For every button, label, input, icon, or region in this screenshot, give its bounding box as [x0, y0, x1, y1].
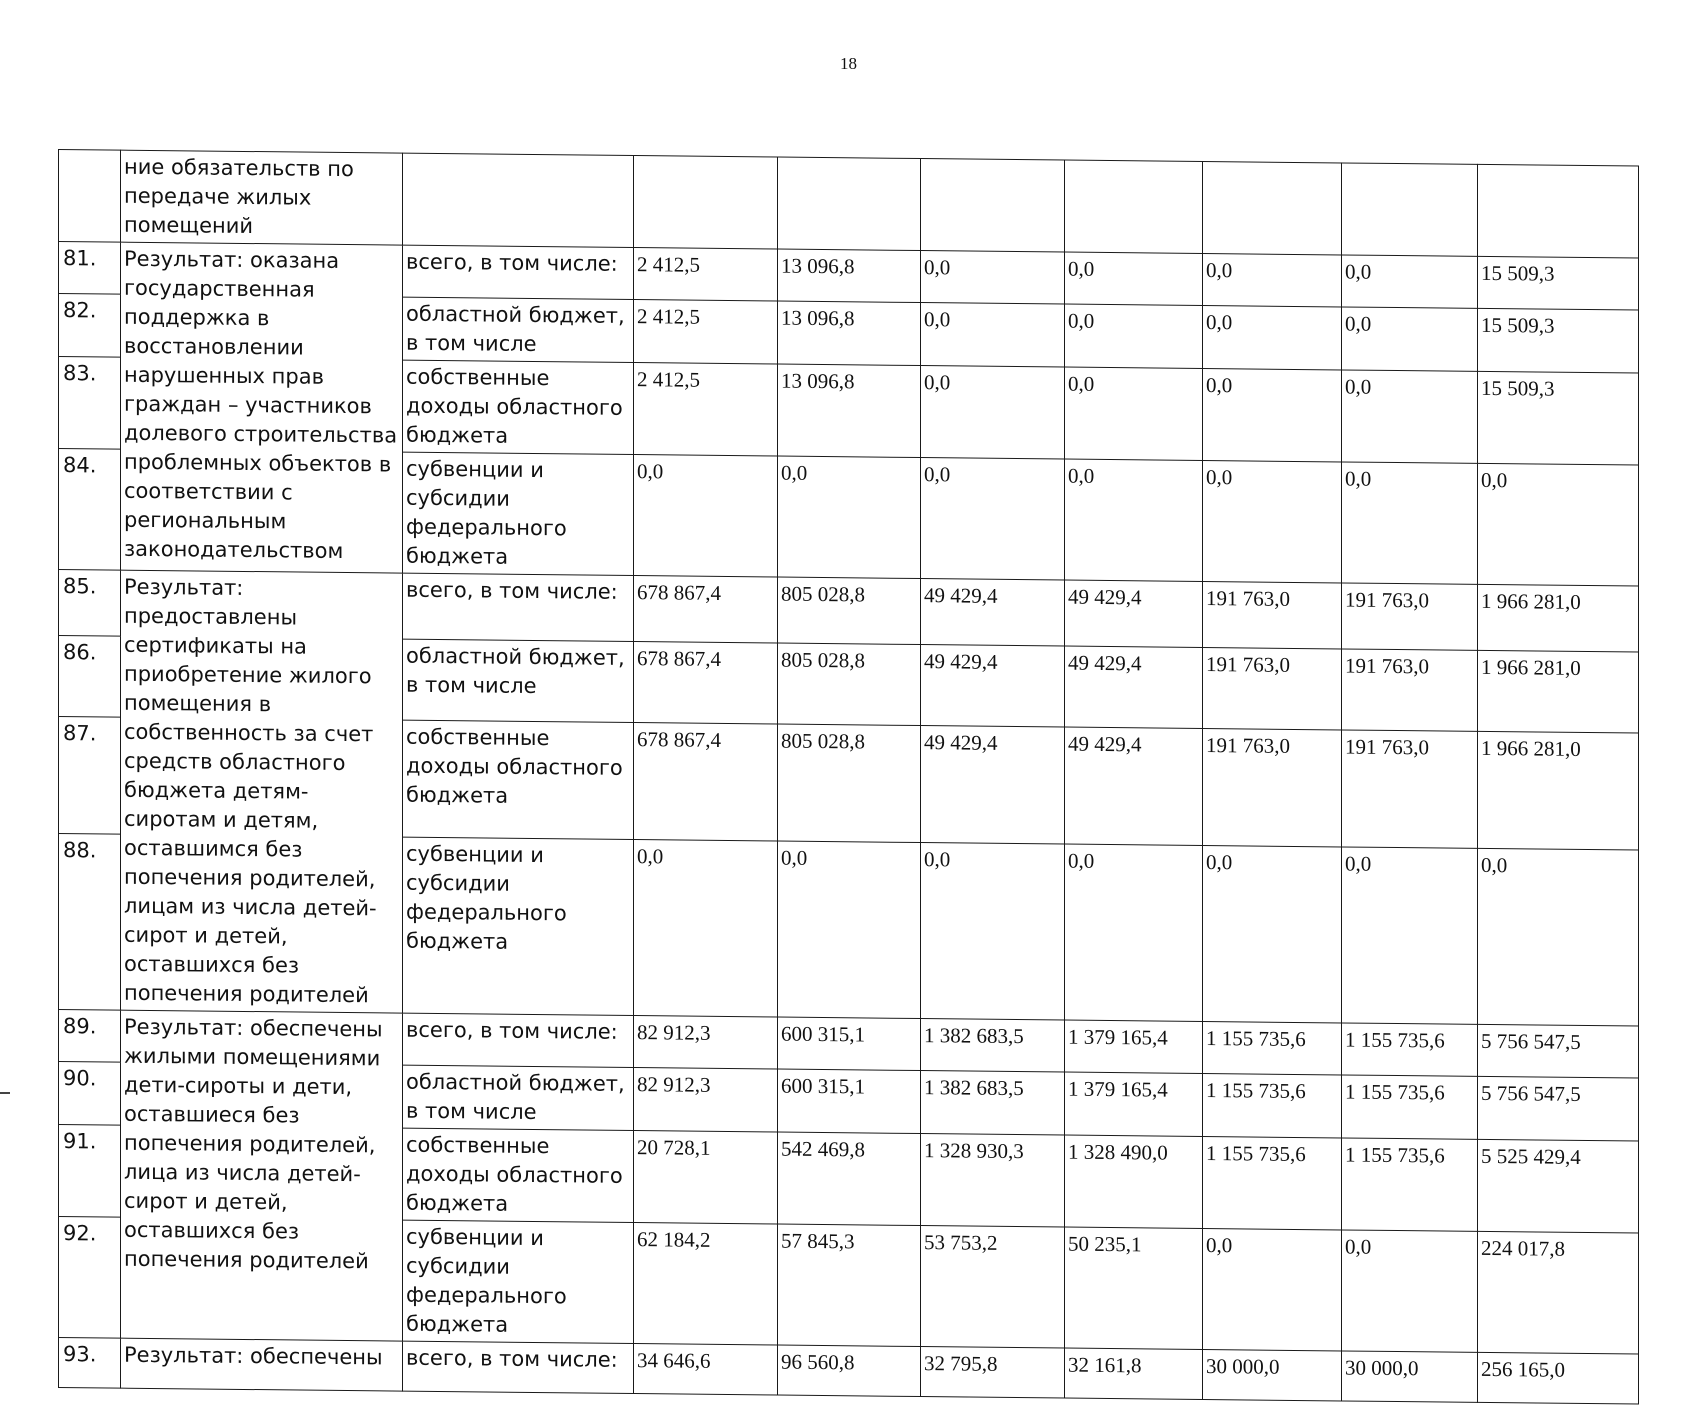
value-cell: 1 328 490,0 — [1065, 1135, 1203, 1228]
value-cell: 191 763,0 — [1203, 648, 1342, 730]
value-cell: 191 763,0 — [1203, 728, 1342, 847]
funding-source-cell: собственные доходы областного бюджета — [403, 1128, 634, 1222]
total-value-cell: 256 165,0 — [1478, 1352, 1639, 1404]
value-cell: 96 560,8 — [778, 1345, 921, 1396]
value-cell: 0,0 — [1342, 462, 1478, 584]
funding-source-cell: субвенции и субсидии федерального бюджета — [403, 837, 634, 1015]
value-cell: 2 412,5 — [634, 300, 778, 365]
value-cell: 0,0 — [1342, 307, 1478, 371]
row-number-cell: 93. — [59, 1338, 121, 1389]
total-value-cell: 1 966 281,0 — [1478, 584, 1639, 652]
value-cell: 1 155 735,6 — [1342, 1138, 1478, 1231]
value-cell: 49 429,4 — [921, 725, 1065, 844]
value-cell: 82 912,3 — [634, 1016, 778, 1070]
value-cell: 678 867,4 — [634, 642, 778, 724]
value-cell: 191 763,0 — [1342, 730, 1478, 849]
scan-mark — [0, 1092, 10, 1094]
value-cell: 49 429,4 — [1065, 646, 1203, 728]
funding-source-cell: областной бюджет, в том числе — [403, 297, 634, 362]
value-cell: 0,0 — [921, 251, 1065, 305]
value-cell: 0,0 — [634, 840, 778, 1018]
funding-source-cell: субвенции и субсидии федерального бюджета — [403, 1220, 634, 1343]
table-body — [59, 150, 1639, 1405]
value-cell: 0,0 — [778, 841, 921, 1019]
value-cell: 191 763,0 — [1342, 649, 1478, 731]
value-cell: 1 328 930,3 — [921, 1134, 1065, 1228]
value-cell: 30 000,0 — [1203, 1349, 1342, 1400]
value-cell: 57 845,3 — [778, 1224, 921, 1346]
value-cell: 0,0 — [1342, 1230, 1478, 1352]
funding-source-cell: всего, в том числе: — [403, 573, 634, 642]
value-cell: 62 184,2 — [634, 1223, 778, 1346]
value-cell: 49 429,4 — [1065, 580, 1203, 648]
row-number-cell: 86. — [59, 636, 121, 717]
value-cell: 0,0 — [1203, 1228, 1342, 1350]
value-cell: 1 379 165,4 — [1065, 1020, 1203, 1073]
value-cell: 0,0 — [1065, 459, 1203, 581]
row-number-cell: 84. — [59, 449, 121, 571]
value-cell: 13 096,8 — [778, 249, 921, 302]
value-cell — [921, 159, 1065, 253]
total-value-cell: 1 966 281,0 — [1478, 651, 1639, 733]
value-cell: 82 912,3 — [634, 1068, 778, 1133]
row-number-cell: 87. — [59, 716, 121, 834]
row-number-cell: 91. — [59, 1125, 121, 1218]
total-value-cell: 0,0 — [1478, 848, 1639, 1026]
value-cell: 0,0 — [1342, 255, 1478, 308]
value-cell: 542 469,8 — [778, 1132, 921, 1225]
value-cell: 13 096,8 — [778, 301, 921, 365]
value-cell: 0,0 — [778, 456, 921, 578]
value-cell: 13 096,8 — [778, 364, 921, 457]
row-number-cell: 90. — [59, 1062, 121, 1126]
value-cell: 49 429,4 — [1065, 727, 1203, 846]
value-cell: 32 795,8 — [921, 1347, 1065, 1399]
funding-source-cell: собственные доходы областного бюджета — [403, 720, 634, 840]
budget-table — [58, 149, 1639, 1405]
row-number-cell: 81. — [59, 242, 121, 295]
value-cell: 1 382 683,5 — [921, 1071, 1065, 1136]
row-number-cell: 85. — [59, 570, 121, 637]
total-value-cell: 5 756 547,5 — [1478, 1076, 1639, 1141]
value-cell — [1065, 160, 1203, 253]
value-cell: 1 155 735,6 — [1203, 1136, 1342, 1229]
value-cell — [1478, 164, 1639, 258]
value-cell: 678 867,4 — [634, 722, 778, 841]
funding-source-cell: субвенции и субсидии федерального бюджета — [403, 452, 634, 575]
table-row-continuation — [59, 150, 1639, 259]
value-cell: 20 728,1 — [634, 1131, 778, 1225]
row-number-cell — [59, 150, 121, 243]
row-number-cell: 83. — [59, 357, 121, 450]
value-cell: 1 155 735,6 — [1203, 1021, 1342, 1074]
value-cell: 0,0 — [1203, 460, 1342, 582]
row-number-cell: 82. — [59, 294, 121, 358]
value-cell: 30 000,0 — [1342, 1351, 1478, 1402]
description-cell: Результат: обеспечены жилыми помещениями дети-сироты и дети, оставшиеся без попечения родителей, лица из числа детей-сирот и детей, оставшихся без попечения родителей — [121, 1010, 403, 1341]
value-cell: 34 646,6 — [634, 1344, 778, 1396]
funding-source-cell: собственные доходы областного бюджета — [403, 360, 634, 454]
funding-source-cell: областной бюджет, в том числе — [403, 1065, 634, 1130]
description-cell: Результат: предоставлены сертификаты на приобретение жилого помещения в собственность за счет средств областного бюджета детям-сиротам и детям, оставшимся без попечения родителей, лицам из числа детей-сирот и детей, оставшихся без попечения родителей — [121, 570, 403, 1013]
value-cell: 32 161,8 — [1065, 1348, 1203, 1399]
value-cell: 49 429,4 — [921, 645, 1065, 727]
value-cell: 805 028,8 — [778, 577, 921, 645]
page-number: 18 — [840, 54, 857, 73]
value-cell: 1 379 165,4 — [1065, 1072, 1203, 1136]
value-cell: 0,0 — [1203, 845, 1342, 1022]
description-cell: Результат: оказана государственная поддержка в восстановлении нарушенных прав граждан – участников долевого строительства проблемных объектов в соответствии с региональным законодательством — [121, 242, 403, 573]
value-cell: 0,0 — [1065, 844, 1203, 1021]
total-value-cell: 15 509,3 — [1478, 256, 1639, 310]
funding-source-cell: всего, в том числе: — [403, 245, 634, 299]
value-cell: 50 235,1 — [1065, 1227, 1203, 1349]
total-value-cell: 15 509,3 — [1478, 308, 1639, 373]
value-cell: 0,0 — [921, 458, 1065, 581]
value-cell — [1203, 161, 1342, 254]
value-cell: 678 867,4 — [634, 576, 778, 644]
value-cell: 0,0 — [1203, 253, 1342, 306]
value-cell: 53 753,2 — [921, 1226, 1065, 1349]
total-value-cell: 5 756 547,5 — [1478, 1024, 1639, 1078]
total-value-cell: 15 509,3 — [1478, 371, 1639, 465]
value-cell: 191 763,0 — [1342, 583, 1478, 651]
value-cell: 2 412,5 — [634, 248, 778, 302]
value-cell: 805 028,8 — [778, 724, 921, 843]
row-number-cell: 89. — [59, 1010, 121, 1063]
value-cell: 0,0 — [1342, 847, 1478, 1024]
value-cell: 600 315,1 — [778, 1069, 921, 1133]
funding-source-cell: всего, в том числе: — [403, 1341, 634, 1393]
description-cell: ние обязательств по передаче жилых помещений — [121, 150, 403, 245]
total-value-cell: 1 966 281,0 — [1478, 731, 1639, 850]
funding-source-cell: областной бюджет, в том числе — [403, 639, 634, 722]
value-cell — [634, 156, 778, 250]
value-cell: 0,0 — [1065, 367, 1203, 460]
value-cell — [1342, 163, 1478, 256]
value-cell: 0,0 — [921, 843, 1065, 1021]
value-cell: 805 028,8 — [778, 643, 921, 725]
description-cell: Результат: обеспечены — [121, 1338, 403, 1391]
value-cell: 0,0 — [1065, 252, 1203, 305]
value-cell: 0,0 — [1203, 368, 1342, 461]
total-value-cell: 0,0 — [1478, 463, 1639, 586]
value-cell: 0,0 — [1065, 304, 1203, 368]
value-cell: 1 155 735,6 — [1203, 1073, 1342, 1137]
value-cell: 600 315,1 — [778, 1017, 921, 1070]
value-cell: 0,0 — [921, 366, 1065, 460]
value-cell: 2 412,5 — [634, 363, 778, 457]
total-value-cell: 5 525 429,4 — [1478, 1139, 1639, 1233]
value-cell: 1 155 735,6 — [1342, 1023, 1478, 1076]
value-cell — [778, 157, 921, 250]
value-cell: 0,0 — [921, 303, 1065, 368]
total-value-cell: 224 017,8 — [1478, 1231, 1639, 1354]
row-number-cell: 92. — [59, 1217, 121, 1339]
funding-source-cell: всего, в том числе: — [403, 1013, 634, 1067]
value-cell: 0,0 — [1342, 370, 1478, 463]
value-cell: 0,0 — [634, 455, 778, 578]
value-cell: 191 763,0 — [1203, 581, 1342, 649]
value-cell: 0,0 — [1203, 305, 1342, 369]
source-cell — [403, 153, 634, 247]
value-cell: 1 155 735,6 — [1342, 1075, 1478, 1139]
value-cell: 1 382 683,5 — [921, 1019, 1065, 1073]
row-number-cell: 88. — [59, 833, 121, 1010]
value-cell: 49 429,4 — [921, 579, 1065, 647]
